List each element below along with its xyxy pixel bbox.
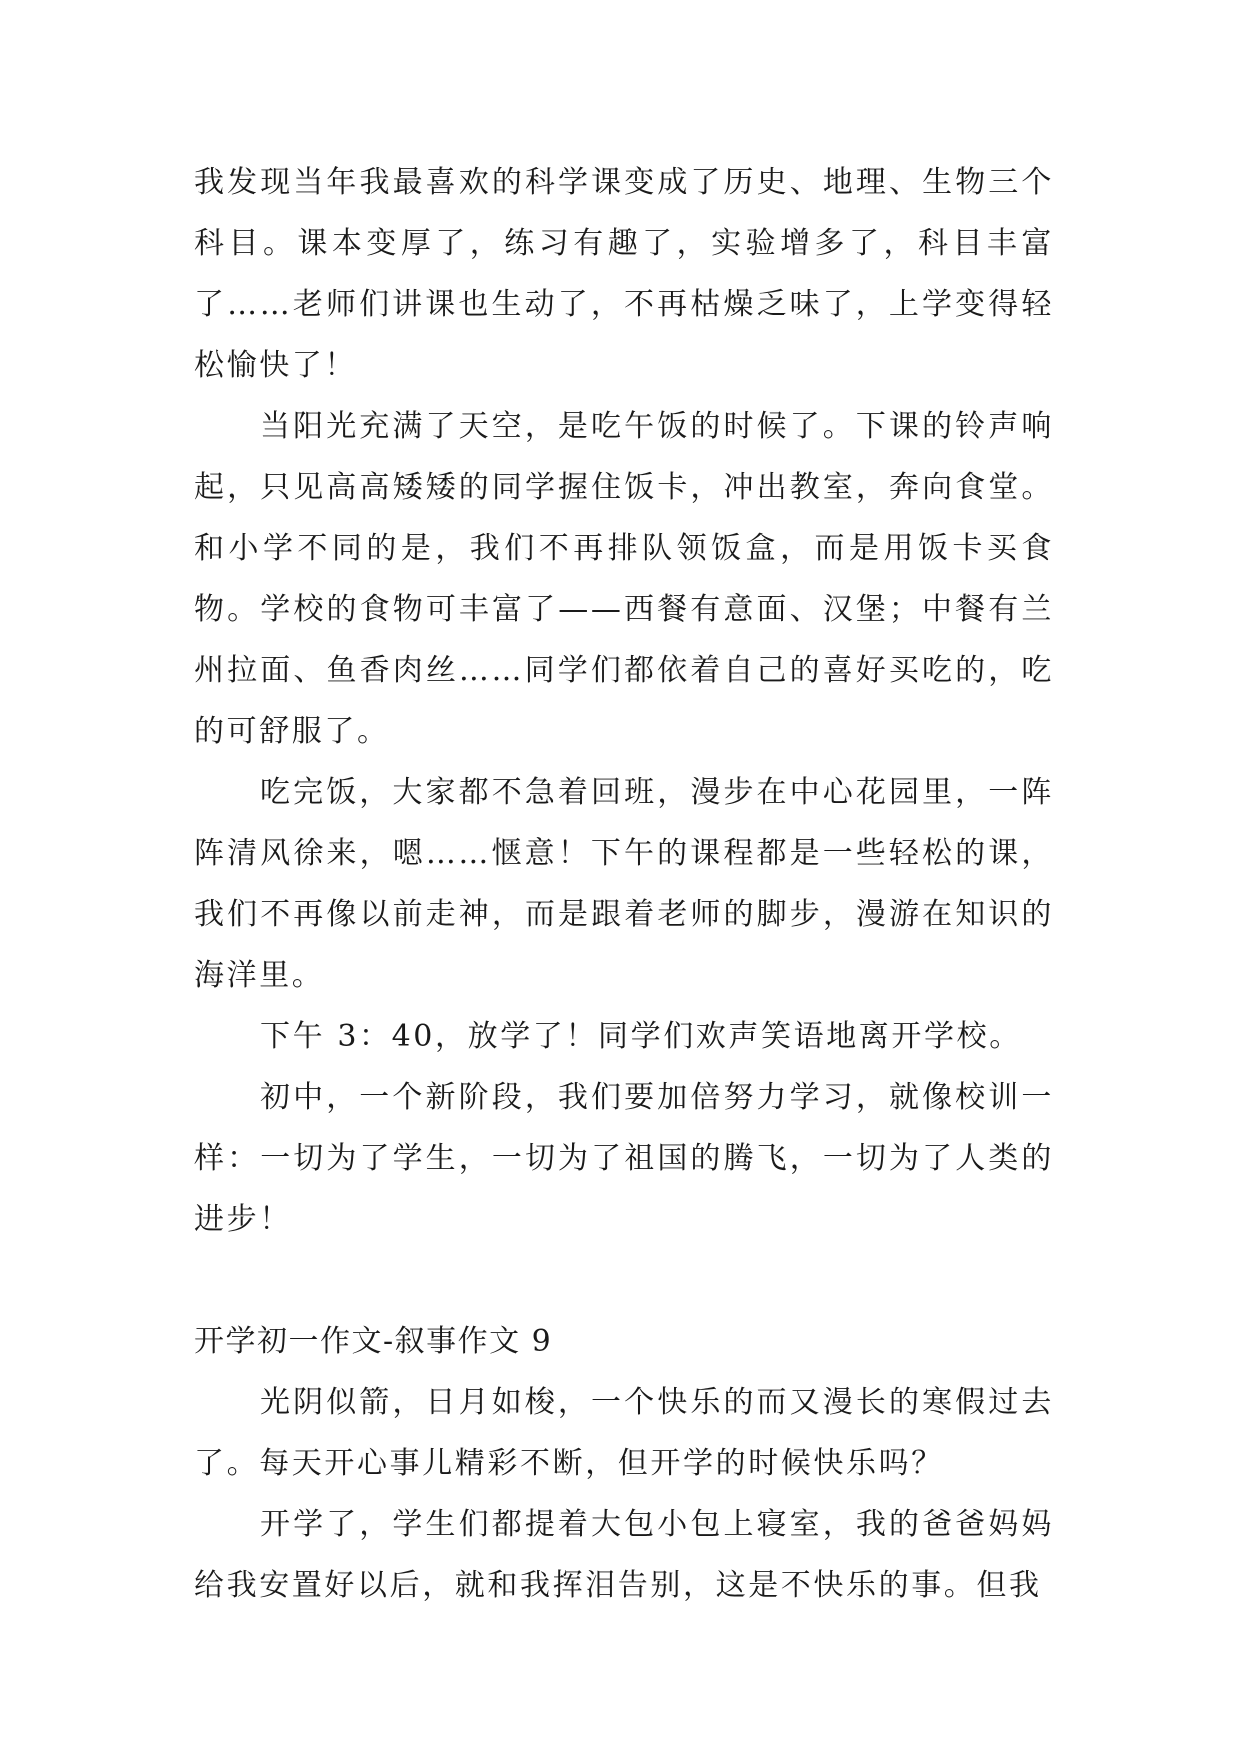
section-title: 开学初一作文-叙事作文 9 <box>194 1324 553 1359</box>
paragraph-6: 光阴似箭，日月如梭，一个快乐的而又漫长的寒假过去了。每天开心事儿精彩不断，但开学的时候快乐吗？ <box>194 1385 1054 1481</box>
paragraph-3: 吃完饭，大家都不急着回班，漫步在中心花园里，一阵阵清风徐来，嗯……惬意！下午的课程都是一些轻松的课，我们不再像以前走神，而是跟着老师的脚步，漫游在知识的海洋里。 <box>194 775 1054 993</box>
paragraph-2: 当阳光充满了天空，是吃午饭的时候了。下课的铃声响起，只见高高矮矮的同学握住饭卡，冲出教室，奔向食堂。和小学不同的是，我们不再排队领饭盒，而是用饭卡买食物。学校的食物可丰富了——西餐有意面、汉堡；中餐有兰州拉面、鱼香肉丝……同学们都依着自己的喜好买吃的，吃的可舒服了。 <box>194 409 1054 749</box>
paragraph-5: 初中，一个新阶段，我们要加倍努力学习，就像校训一样：一切为了学生，一切为了祖国的腾飞，一切为了人类的进步！ <box>194 1080 1054 1237</box>
paragraph-7: 开学了，学生们都提着大包小包上寝室，我的爸爸妈妈给我安置好以后，就和我挥泪告别，这是不快乐的事。但我 <box>194 1507 1054 1603</box>
paragraph-1: 我发现当年我最喜欢的科学课变成了历史、地理、生物三个科目。课本变厚了，练习有趣了，实验增多了，科目丰富了……老师们讲课也生动了，不再枯燥乏味了，上学变得轻松愉快了！ <box>194 165 1054 383</box>
document-body <box>194 152 1054 1616</box>
paragraph-4: 下午 3：40，放学了！同学们欢声笑语地离开学校。 <box>260 1019 1022 1054</box>
